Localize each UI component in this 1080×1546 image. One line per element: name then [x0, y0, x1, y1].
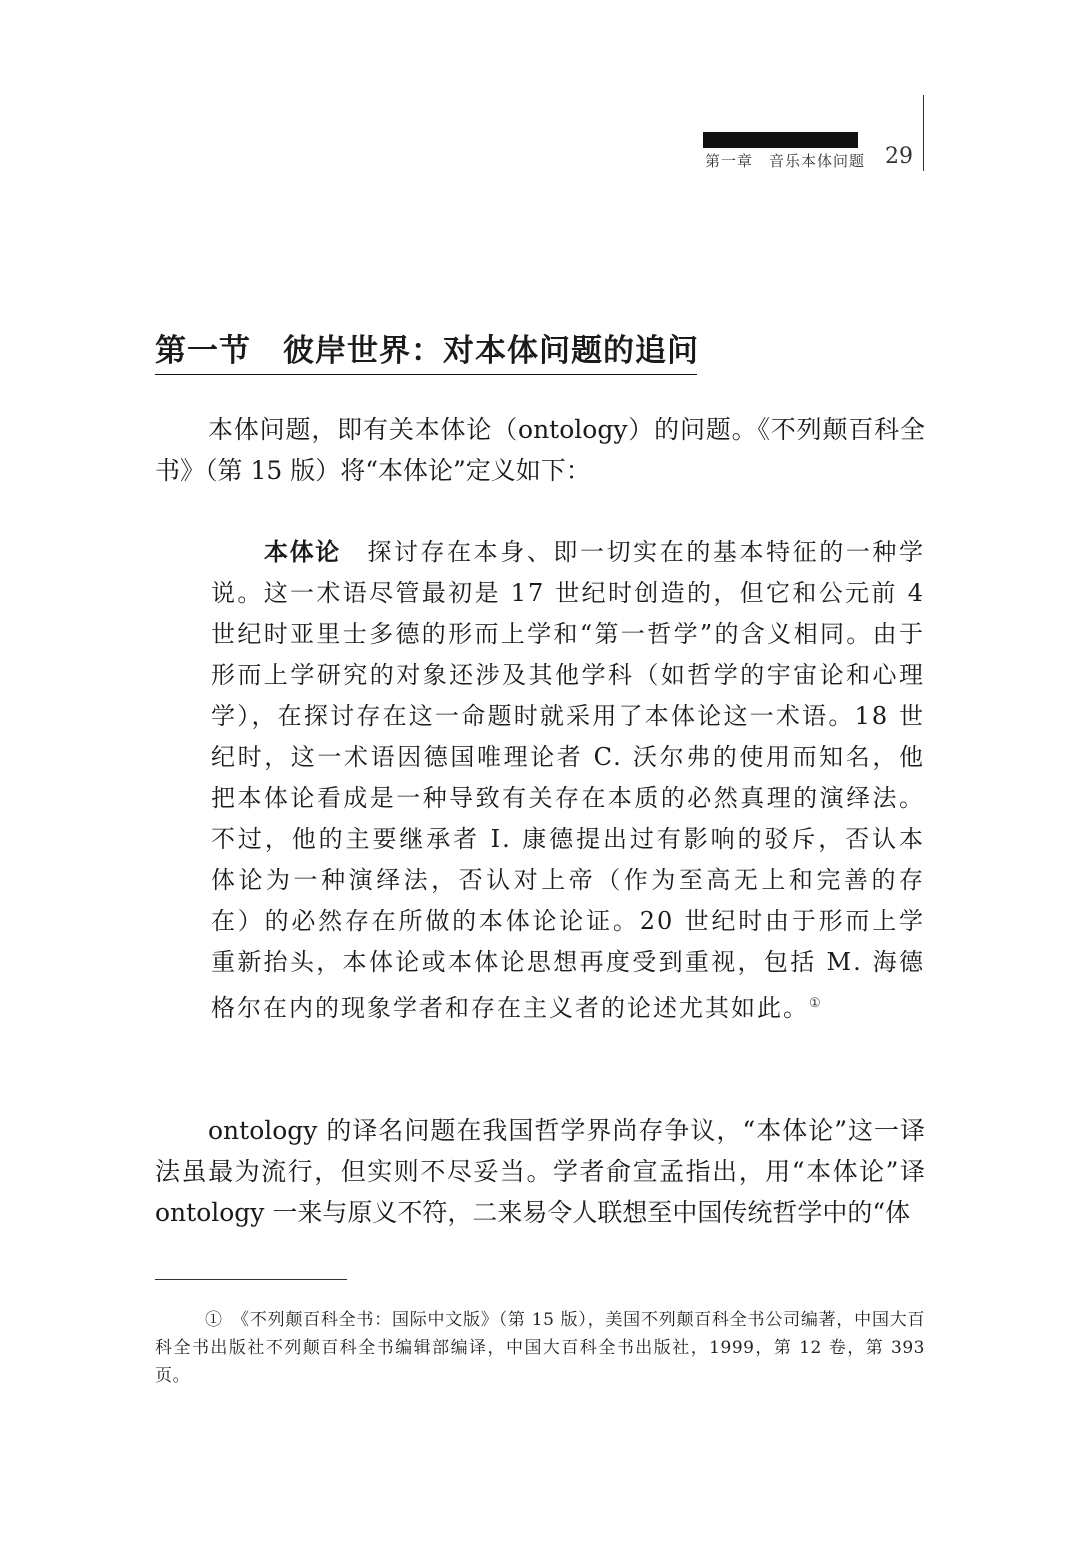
- intro-paragraph: 本体问题，即有关本体论（ontology）的问题。《不列颠百科全书》（第 15 版）将“本体论”定义如下：: [155, 415, 925, 485]
- quote-body: 探讨存在本身、即一切实在的基本特征的一种学说。这一术语尽管最初是 17 世纪时创造的，但它和公元前 4 世纪时亚里士多德的形而上学和“第一哲学”的含义相同。由于形而上学研究的对象还涉及其他学科（如哲学的宇宙论和心理学），在探讨存在这一命题时就采用了本体论这一术语。18 世纪时，这一术语因德国唯理论者 C. 沃尔弗的使用而知名，他把本体论看成是一种导致有关存在本质的必然真理的演绎法。不过，他的主要继承者 I. 康德提出过有影响的驳斥，否认本体论为一种演绎法，否认对上帝（作为至高无上和完善的存在）的必然存在所做的本体论论证。20 世纪时由于形而上学重新抬头，本体论或本体论思想再度受到重视，包括 M. 海德格尔在内的现象学者和存在主义者的论述尤其如此。: [211, 538, 925, 1022]
- header-decorative-bar: [703, 132, 858, 148]
- quote-term: 本体论: [264, 538, 341, 566]
- continuation-paragraph: ontology 的译名问题在我国哲学界尚存争议，“本体论”这一译法虽最为流行，但实则不尽妥当。学者俞宣孟指出，用“本体论”译 ontology 一来与原义不符，二来易令人联想至中国传统哲学中的“体: [155, 1116, 925, 1227]
- section-title: 第一节 彼岸世界：对本体问题的追问: [155, 330, 697, 375]
- footnote-reference[interactable]: ①: [809, 996, 821, 1011]
- block-quote-definition: [211, 532, 925, 1029]
- footnote-separator: [155, 1279, 347, 1280]
- header-vertical-rule: [923, 95, 924, 171]
- footnote: ① 《不列颠百科全书：国际中文版》（第 15 版），美国不列颠百科全书公司编著，中国大百科全书出版社不列颠百科全书编辑部编译，中国大百科全书出版社，1999，第 12 卷，第 393 页。: [155, 1310, 925, 1386]
- page-number: 29: [885, 144, 913, 169]
- running-header-chapter: 第一章 音乐本体问题: [705, 152, 866, 170]
